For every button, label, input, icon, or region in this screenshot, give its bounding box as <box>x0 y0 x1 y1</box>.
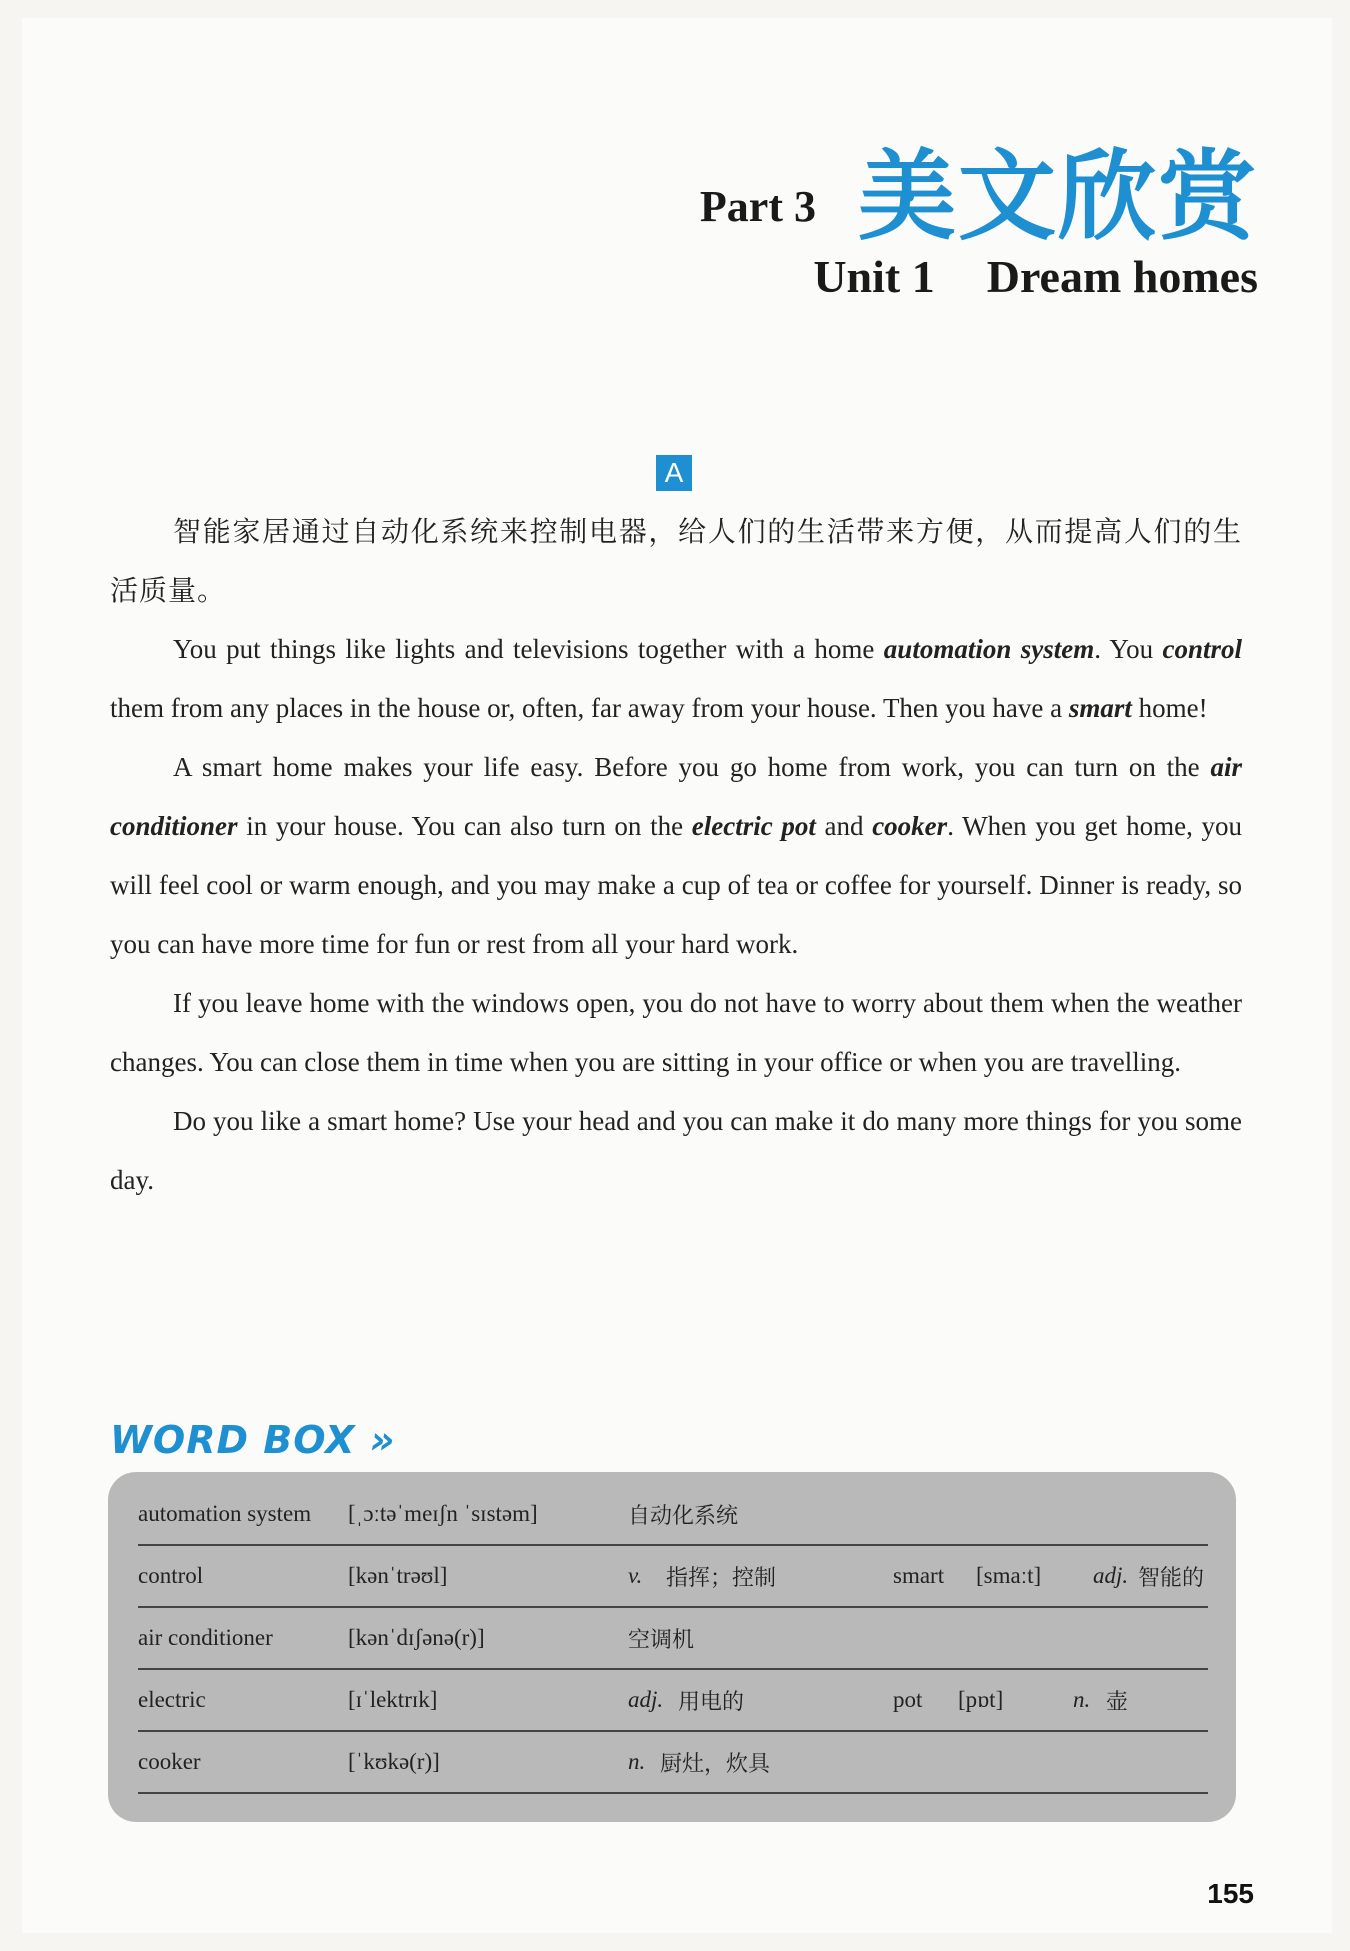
unit-number: Unit 1 <box>813 251 935 302</box>
word-row: automation system [ˌɔːtəˈmeɪʃn ˈsɪstəm] 自动化系统 <box>138 1484 1208 1546</box>
keyword-control: control <box>1162 634 1243 664</box>
part-label: Part 3 <box>699 182 816 231</box>
unit-heading <box>700 250 1258 303</box>
section-badge: A <box>656 455 692 491</box>
word-row: electric [ɪˈlektrɪk] adj. 用电的 pot [pɒt] n. 壶 <box>138 1670 1208 1732</box>
page-number: 155 <box>1207 1878 1254 1909</box>
keyword-cooker: cooker <box>872 811 948 841</box>
paragraph-2: A smart home makes your life easy. Before you go home from work, you can turn on the air conditioner in your house. You can also turn on the electric pot and cooker. When you get home, you will feel cool or warm enough, and you may make a cup of tea or coffee for yourself. Dinner is ready, so you can have more time for fun or rest from all your hard work. <box>110 752 1243 959</box>
word-row: cooker [ˈkʊkə(r)] n. 厨灶，炊具 <box>138 1732 1208 1794</box>
paragraph-1: You put things like lights and televisions together with a home automation system. You control them from any places in the house or, often, far away from your house. Then you have a smart home! <box>110 634 1243 723</box>
keyword-smart: smart <box>1068 693 1132 723</box>
unit-title: Dream homes <box>986 251 1258 302</box>
keyword-electric-pot: electric pot <box>691 811 816 841</box>
word-row: control [kənˈtrəʊl] v. 指挥；控制 smart [smaːt] adj. 智能的 <box>138 1546 1208 1608</box>
intro-paragraph-cn: 智能家居通过自动化系统来控制电器，给人们的生活带来方便，从而提高人们的生活质量。 <box>110 515 1242 607</box>
word-box <box>108 1472 1236 1822</box>
article-body <box>110 502 1242 1210</box>
keyword-air-conditioner: air conditioner <box>110 752 1242 841</box>
page-header <box>699 140 1258 303</box>
word-box-title: WORD BOX » <box>110 1418 396 1462</box>
part-title-cn: 美文欣赏 <box>857 140 1258 254</box>
keyword-automation-system: automation system <box>883 634 1095 664</box>
word-row: air conditioner [kənˈdɪʃənə(r)] 空调机 <box>138 1608 1208 1670</box>
paragraph-4: Do you like a smart home? Use your head and you can make it do many more things for you some day. <box>110 1106 1242 1195</box>
paragraph-3: If you leave home with the windows open, you do not have to worry about them when the weather changes. You can close them in time when you are sitting in your office or when you are travelling. <box>110 988 1242 1077</box>
